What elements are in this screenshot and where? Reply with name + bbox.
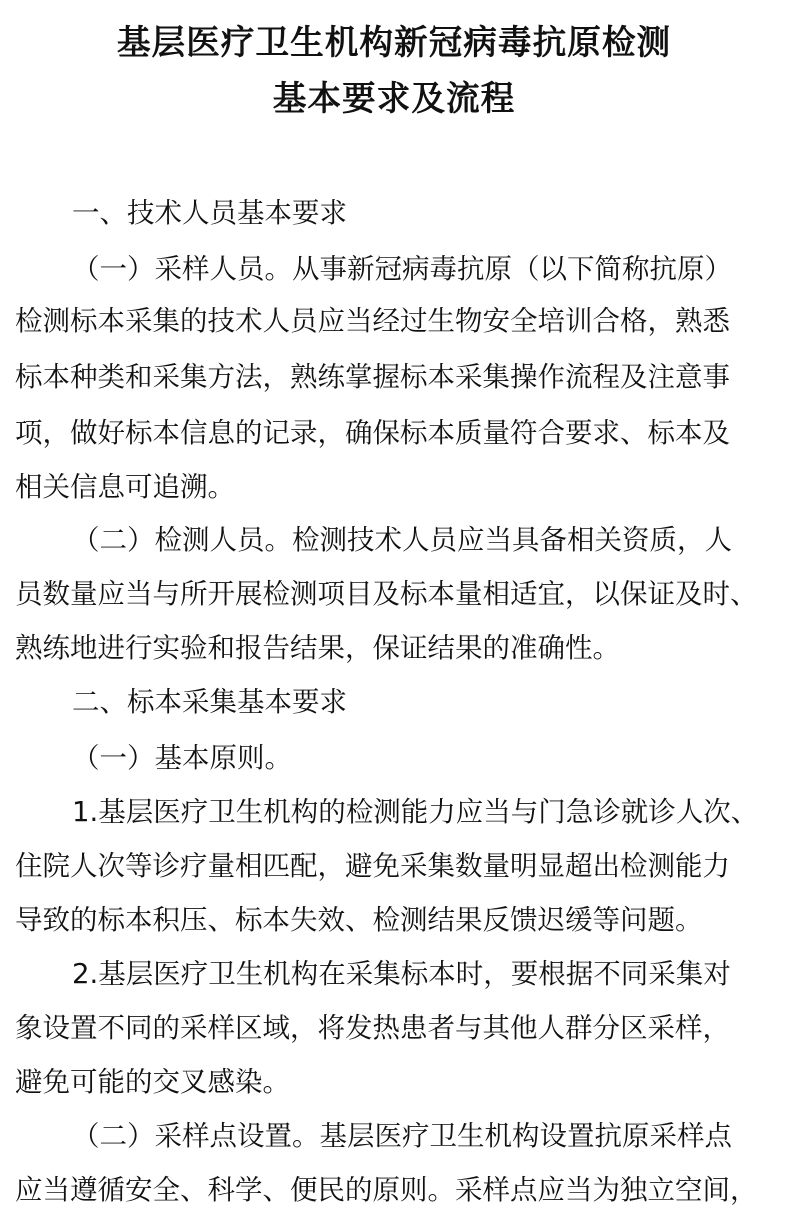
paragraph-line: （二）检测人员。检测技术人员应当具备相关资质，人 [72,524,732,556]
paragraph-line: 相关信息可追溯。 [15,471,235,503]
paragraph-line: 项，做好标本信息的记录，确保标本质量符合要求、标本及 [15,417,730,449]
paragraph-line: 检测标本采集的技术人员应当经过生物安全培训合格，熟悉 [15,305,730,337]
document-title-line-2: 基本要求及流程 [272,79,516,119]
paragraph-line: 1.基层医疗卫生机构的检测能力应当与门急诊就诊人次、 [72,796,759,828]
paragraph-line: 住院人次等诊疗量相匹配，避免采集数量明显超出检测能力 [15,850,730,882]
document-title-line-1: 基层医疗卫生机构新冠病毒抗原检测 [116,23,672,63]
paragraph-line: 象设置不同的采样区域，将发热患者与其他人群分区采样， [15,1012,730,1044]
paragraph-line: 避免可能的交叉感染。 [15,1066,290,1098]
paragraph-line: 熟练地进行实验和报告结果，保证结果的准确性。 [15,632,620,664]
section-heading: 一、技术人员基本要求 [72,197,347,229]
paragraph-line: （二）采样点设置。基层医疗卫生机构设置抗原采样点 [72,1120,732,1152]
paragraph-line: （一）基本原则。 [72,742,292,774]
paragraph-line: 2.基层医疗卫生机构在采集标本时，要根据不同采集对 [72,958,731,990]
paragraph-line: 导致的标本积压、标本失效、检测结果反馈迟缓等问题。 [15,904,703,936]
paragraph-line: 标本种类和采集方法，熟练掌握标本采集操作流程及注意事 [15,361,730,393]
section-heading: 二、标本采集基本要求 [72,686,347,718]
paragraph-line: 应当遵循安全、科学、便民的原则。采样点应当为独立空间， [15,1174,758,1206]
paragraph-line: 员数量应当与所开展检测项目及标本量相适宜，以保证及时、 [15,578,758,610]
paragraph-line: （一）采样人员。从事新冠病毒抗原（以下简称抗原） [72,253,732,285]
